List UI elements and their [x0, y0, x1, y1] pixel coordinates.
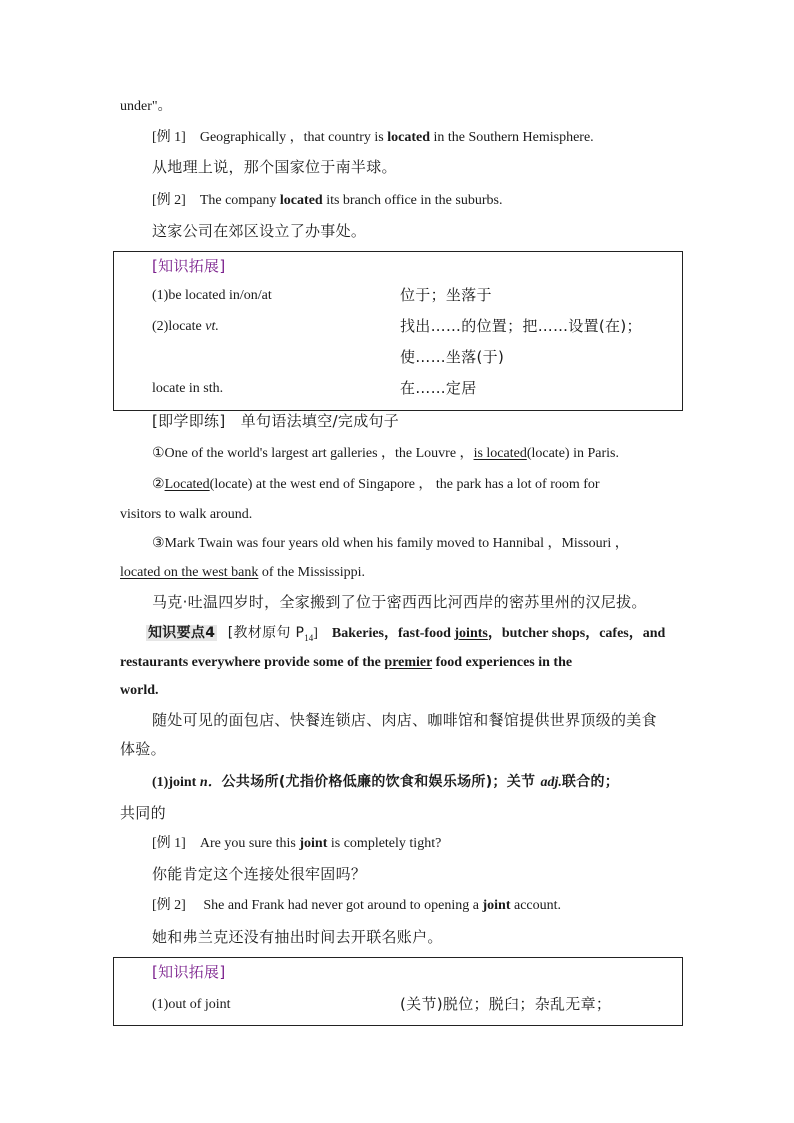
question-text: (locate) in Paris.	[526, 446, 619, 461]
definition: 联合的；	[561, 774, 620, 790]
joint-example-2-en	[152, 897, 561, 915]
box-title: [知识拓展]	[152, 963, 226, 981]
headword: (1)joint	[152, 775, 200, 790]
source-text: food experiences in the	[432, 655, 573, 670]
source-text: ，butcher shops，cafes，and	[487, 626, 666, 641]
box-row-1-en: (1)be located in/on/at	[152, 288, 272, 303]
phrase: (2)locate	[152, 319, 206, 334]
source-text: restaurants everywhere provide some of the	[120, 655, 385, 670]
question-3: ③Mark Twain was four years old when his family moved to Hannibal ，Missouri ，	[152, 536, 629, 551]
keyword: joint	[482, 898, 511, 913]
practice-label: [即学即练]	[152, 412, 226, 430]
box-title: [知识拓展]	[152, 257, 226, 275]
question-3-zh: 马克·吐温四岁时，全家搬到了位于密西西比河西岸的密苏里州的汉尼拔。	[152, 593, 647, 611]
joint-example-2-zh: 她和弗兰克还没有抽出时间去开联名账户。	[152, 928, 443, 946]
point-4-line-3: world.	[120, 683, 159, 698]
example-text: She and Frank had never got around to opening a	[203, 898, 483, 913]
joint-example-1-en	[152, 835, 441, 853]
answer: Located	[164, 477, 210, 492]
example-text: account.	[510, 898, 562, 913]
box-row-1-zh: 位于；坐落于	[400, 286, 492, 304]
box-row-2-zh-cont: 使……坐落(于)	[400, 348, 505, 366]
example-text: Geographically ，that country is	[199, 130, 388, 145]
source-text: Bakeries，fast-food	[331, 626, 455, 641]
example-text: in the Southern Hemisphere.	[430, 130, 594, 145]
keyword: located	[387, 130, 430, 145]
keyword: premier	[384, 655, 433, 670]
point-tag: 知识要点4	[148, 625, 216, 641]
question-1	[152, 445, 619, 463]
definition: 公共场所(尤指价格低廉的饮食和娱乐场所)；关节	[221, 774, 541, 790]
question-2	[152, 476, 672, 494]
joint-definition-cont: 共同的	[120, 804, 166, 822]
continuation-text: under"。	[120, 99, 172, 114]
example-text: is completely tight?	[327, 836, 442, 851]
keyword: located	[279, 193, 323, 208]
point-4-line-1	[146, 624, 665, 647]
example-label: [例 2]	[152, 193, 186, 208]
example-text: its branch office in the suburbs.	[322, 193, 503, 208]
box-row-3-en: locate in sth.	[152, 381, 224, 396]
box-2-row-1-zh: (关节)脱位；脱臼；杂乱无章；	[400, 995, 612, 1013]
point-4-zh-cont: 体验。	[120, 740, 166, 758]
question-text: ①One of the world's largest art galleries ，the Louvre ，	[152, 446, 474, 461]
example-2-en	[152, 192, 502, 210]
part-of-speech: adj.	[540, 775, 562, 790]
example-text: The company	[199, 193, 280, 208]
question-text: (locate) at the west end of Singapore ， the park has a lot of room for	[209, 477, 600, 492]
joint-example-1-zh: 你能肯定这个连接处很牢固吗？	[152, 865, 367, 883]
box-row-2-zh: 找出……的位置；把……设置(在)；	[400, 317, 642, 335]
example-text: Are you sure this	[199, 836, 300, 851]
example-1-zh: 从地理上说，那个国家位于南半球。	[152, 158, 397, 176]
question-2-cont: visitors to walk around.	[120, 507, 253, 522]
answer: located on the west bank	[120, 565, 259, 580]
example-1-en	[152, 129, 594, 147]
question-text: of the Mississippi.	[258, 565, 365, 580]
practice-instruction: 单句语法填空/完成句子	[240, 412, 400, 430]
example-2-zh: 这家公司在郊区设立了办事处。	[152, 222, 367, 240]
box-2-row-1-en: (1)out of joint	[152, 997, 231, 1012]
point-4-line-2	[120, 654, 674, 672]
example-label: [例 1]	[152, 836, 186, 851]
question-text: ②	[152, 477, 165, 492]
point-4-zh: 随处可见的面包店、快餐连锁店、肉店、咖啡馆和餐馆提供世界顶级的美食	[152, 711, 657, 729]
question-3-cont	[120, 564, 365, 582]
keyword: joint	[299, 836, 328, 851]
source-label: [教材原句 $P_{14}$]	[227, 625, 318, 643]
keyword: joints	[454, 626, 488, 641]
answer: is located	[473, 446, 527, 461]
example-label: [例 1]	[152, 130, 186, 145]
part-of-speech: vt.	[205, 319, 219, 334]
practice-heading	[152, 412, 399, 430]
joint-definition	[152, 773, 619, 792]
box-row-2-en	[152, 318, 219, 336]
example-label: [例 2]	[152, 898, 186, 913]
box-row-3-zh: 在……定居	[400, 379, 477, 397]
part-of-speech: n．	[199, 775, 222, 790]
